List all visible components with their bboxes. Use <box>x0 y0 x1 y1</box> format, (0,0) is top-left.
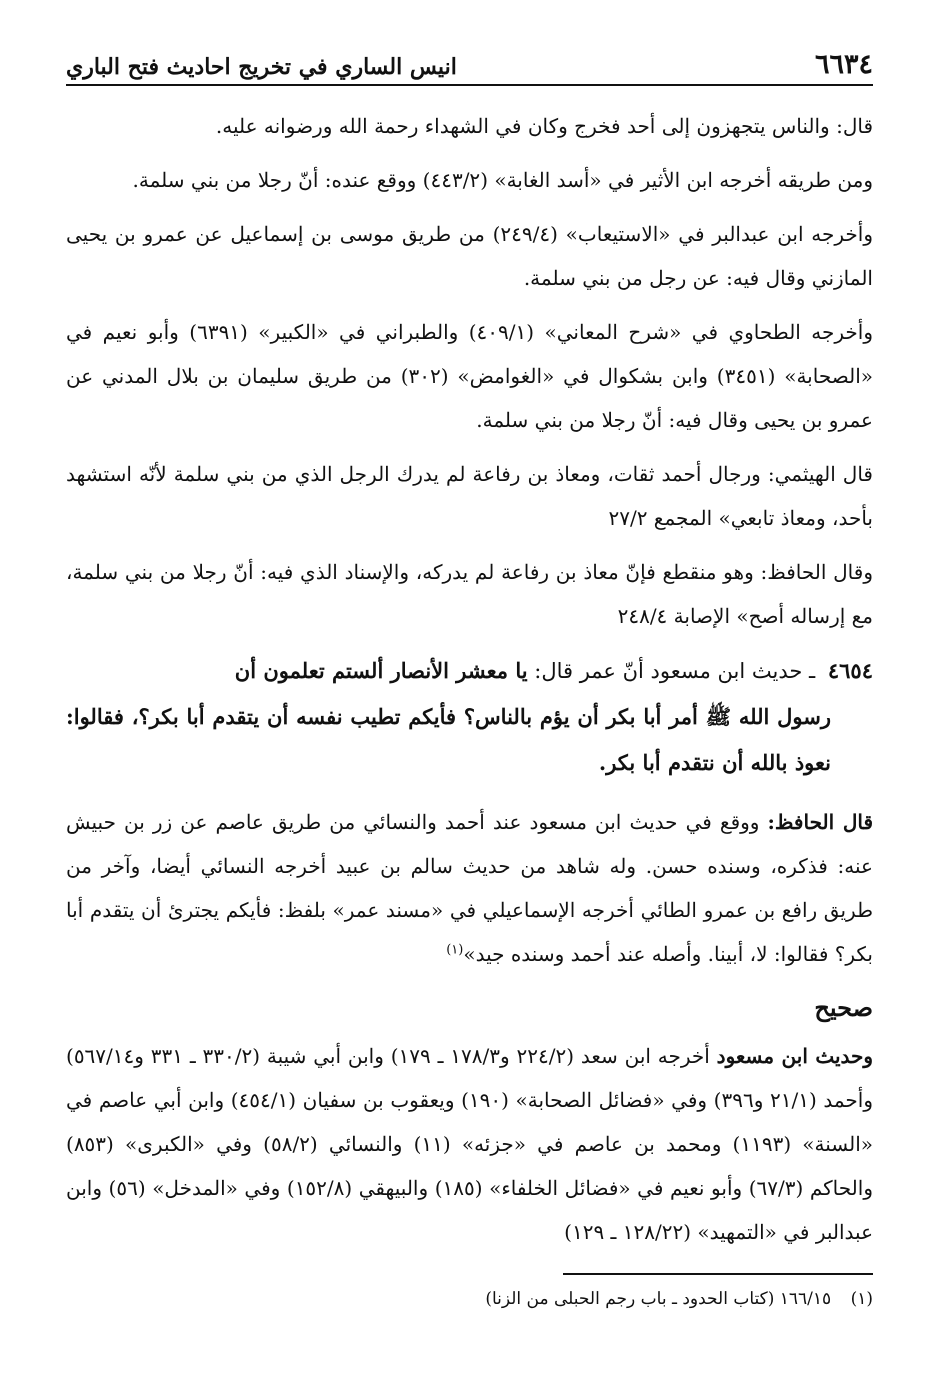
hadith-intro: ـ حديث ابن مسعود أنّ عمر قال: <box>534 659 816 683</box>
hadith-text-line1: يا معشر الأنصار ألستم تعلمون أن <box>234 658 528 683</box>
hadith-entry <box>66 648 873 786</box>
footnote-mark: (١) <box>850 1289 873 1309</box>
takhrij-text: أخرجه ابن سعد (٢٢٤/٢ و١٧٨/٣ ـ ١٧٩) وابن أبي شيبة (٣٣٠/٢ ـ ٣٣١ و٥٦٧/١٤) وأحمد (٢١/١ و٣٩٦) وفي «فضائل الصحابة» (١٩٠) ويعقوب بن سفيان (٤٥٤/١) وابن أبي عاصم في «السنة» (١١٩٣) ومحمد بن عاصم في «جزئه» (١١) والنسائي (٥٨/٢) وفي «الكبرى» (٨٥٣) والحاكم (٦٧/٣) وأبو نعيم في «فضائل الخلفاء» (١٨٥) والبيهقي (١٥٢/٨) وفي «المدخل» (٥٦) وابن عبدالبر في «التمهيد» (١٢٨/٢٢ ـ ١٢٩) <box>66 1044 874 1244</box>
paragraph: قال الهيثمي: ورجال أحمد ثقات، ومعاذ بن رفاعة لم يدرك الرجل الذي من بني سلمة لأنّه استشهد بأحد، ومعاذ تابعي» المجمع ٢٧/٢ <box>66 462 873 530</box>
hadith-text-rest: رسول الله ﷺ أمر أبا بكر أن يؤم بالناس؟ فأيكم تطيب نفسه أن يتقدم أبا بكر؟، فقالوا: نعوذ بالله أن نتقدم أبا بكر. <box>66 704 831 775</box>
footnote-divider <box>563 1273 873 1275</box>
paragraph: وأخرجه الطحاوي في «شرح المعاني» (٤٠٩/١) والطبراني في «الكبير» (٦٣٩١) وأبو نعيم في «الصحابة» (٣٤٥١) وابن بشكوال في «الغوامض» (٣٠٢) من طريق سليمان بن بلال المدني عن عمرو بن يحيى وقال فيه: أنّ رجلا من بني سلمة. <box>66 320 874 432</box>
hadith-number: ٤٦٥٤ <box>827 658 873 683</box>
footnote-text: ١٦٦/١٥ (كتاب الحدود ـ باب رجم الحبلى من الزنا) <box>485 1289 832 1309</box>
footnote-reference: (١) <box>446 942 464 958</box>
takhrij-label: وحديث ابن مسعود <box>716 1044 874 1068</box>
page-number: ٦٦٣٤ <box>814 49 873 80</box>
hafiz-paragraph <box>66 800 873 976</box>
page-header <box>66 38 873 86</box>
footnote <box>66 1284 873 1314</box>
paragraph: ومن طريقه أخرجه ابن الأثير في «أسد الغابة» (٤٤٣/٢) ووقع عنده: أنّ رجلا من بني سلمة. <box>132 168 873 192</box>
takhrij-paragraph <box>66 1034 873 1254</box>
book-title: انيس الساري في تخريج احاديث فتح الباري <box>66 54 457 80</box>
paragraph: وقال الحافظ: وهو منقطع فإنّ معاذ بن رفاعة لم يدركه، والإسناد الذي فيه: أنّ رجلا من بني سلمة، مع إرساله أصح» الإصابة ٢٤٨/٤ <box>66 560 873 628</box>
paragraph: قال: والناس يتجهزون إلى أحد فخرج وكان في الشهداء رحمة الله ورضوانه عليه. <box>215 114 873 138</box>
paragraph: وأخرجه ابن عبدالبر في «الاستيعاب» (٢٤٩/٤) من طريق موسى بن إسماعيل عن عمرو بن يحيى المازني وقال فيه: عن رجل من بني سلمة. <box>66 222 874 290</box>
grade-heading: صحيح <box>814 993 873 1022</box>
hafiz-text: ووقع في حديث ابن مسعود عند أحمد والنسائي من طريق عاصم عن زر بن حبيش عنه: فذكره، وسنده حسن. وله شاهد من حديث سالم بن عبيد أخرجه النسائي أيضا، وآخر من طريق رافع بن عمرو الطائي أخرجه الإسماعيلي في «مسند عمر» بلفظ: فأيكم يجترئ أن يتقدم أبا بكر؟ فقالوا: لا، أبينا. وأصله عند أحمد وسنده جيد» <box>66 810 873 966</box>
page-body <box>66 104 873 1264</box>
hafiz-label: قال الحافظ: <box>767 810 874 834</box>
